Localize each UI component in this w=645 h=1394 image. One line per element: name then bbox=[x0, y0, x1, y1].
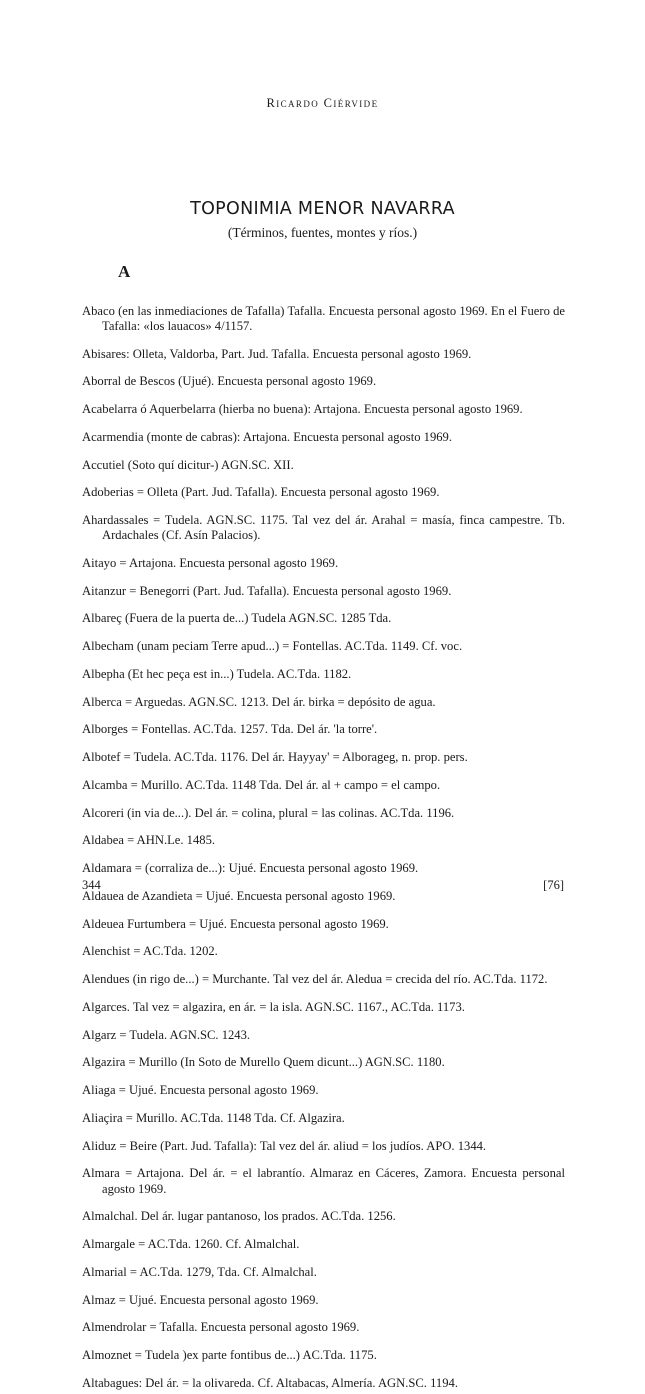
glossary-entry: Almalchal. Del ár. lugar pantanoso, los prados. AC.Tda. 1256. bbox=[82, 1209, 396, 1224]
glossary-entry: Aldauea de Azandieta = Ujué. Encuesta personal agosto 1969. bbox=[82, 888, 396, 903]
glossary-entry: Almendrolar = Tafalla. Encuesta personal agosto 1969. bbox=[82, 1320, 360, 1335]
glossary-entry: Alcamba = Murillo. AC.Tda. 1148 Tda. Del ár. al + campo = el campo. bbox=[82, 777, 441, 792]
glossary-entry: Altabagues: Del ár. = la olivareda. Cf. Altabacas, Almería. AGN.SC. 1194. bbox=[82, 1375, 458, 1390]
glossary-entry: Alendues (in rigo de...) = Murchante. Tal vez del ár. Aledua = crecida del río. AC.Tda. 1172. bbox=[82, 972, 548, 987]
glossary-entry: Ahardassales = Tudela. AGN.SC. 1175. Tal vez del ár. Arahal = masía, finca campestre. Tb. Ardachales (Cf. Asín Palacios). bbox=[82, 513, 565, 543]
glossary-entry: Adoberias = Olleta (Part. Jud. Tafalla). Encuesta personal agosto 1969. bbox=[82, 485, 440, 500]
glossary-entry: Abaco (en las inmediaciones de Tafalla) Tafalla. Encuesta personal agosto 1969. En el Fuero de Tafalla: «los lauacos» 4/1157. bbox=[82, 303, 565, 333]
glossary-entry: Alenchist = AC.Tda. 1202. bbox=[82, 944, 218, 959]
glossary-entry: Alberca = Arguedas. AGN.SC. 1213. Del ár. birka = depósito de agua. bbox=[82, 694, 436, 709]
glossary-entry: Aliaga = Ujué. Encuesta personal agosto 1969. bbox=[82, 1083, 319, 1098]
section-letter: A bbox=[118, 262, 131, 281]
glossary-entry: Albecham (unam peciam Terre apud...) = Fontellas. AC.Tda. 1149. Cf. voc. bbox=[82, 639, 463, 654]
glossary-entry: Alcoreri (in via de...). Del ár. = colina, plural = las colinas. AC.Tda. 1196. bbox=[82, 805, 455, 820]
glossary-entry: Accutiel (Soto quí dicitur-) AGN.SC. XII. bbox=[82, 457, 294, 472]
glossary-entry: Aitayo = Artajona. Encuesta personal agosto 1969. bbox=[82, 555, 339, 570]
glossary-entry: Albepha (Et hec peça est in...) Tudela. AC.Tda. 1182. bbox=[82, 666, 352, 681]
glossary-entry: Aldabea = AHN.Le. 1485. bbox=[82, 833, 216, 848]
glossary-entry: Almoznet = Tudela )ex parte fontibus de...) AC.Tda. 1175. bbox=[82, 1348, 377, 1363]
article-subtitle: (Términos, fuentes, montes y ríos.) bbox=[227, 225, 418, 240]
glossary-entry: Aitanzur = Benegorri (Part. Jud. Tafalla). Encuesta personal agosto 1969. bbox=[82, 583, 452, 598]
glossary-entry: Almarial = AC.Tda. 1279, Tda. Cf. Almalchal. bbox=[82, 1264, 317, 1279]
glossary-entry: Albotef = Tudela. AC.Tda. 1176. Del ár. Hayyay' = Alborageg, n. prop. pers. bbox=[82, 750, 468, 765]
article-title: TOPONIMIA MENOR NAVARRA bbox=[190, 199, 455, 219]
glossary-entry: Acabelarra ó Aquerbelarra (hierba no buena): Artajona. Encuesta personal agosto 1969. bbox=[82, 402, 523, 416]
glossary-entry: Abisares: Olleta, Valdorba, Part. Jud. Tafalla. Encuesta personal agosto 1969. bbox=[82, 346, 472, 361]
glossary-entry: Algazira = Murillo (In Soto de Murello Quem dicunt...) AGN.SC. 1180. bbox=[82, 1055, 445, 1070]
glossary-entry: Acarmendia (monte de cabras): Artajona. Encuesta personal agosto 1969. bbox=[82, 429, 452, 444]
glossary-entry: Aliaçira = Murillo. AC.Tda. 1148 Tda. Cf. Algazira. bbox=[82, 1110, 345, 1125]
glossary-entry: Aldeuea Furtumbera = Ujué. Encuesta personal agosto 1969. bbox=[82, 916, 389, 931]
glossary-entry: Almaz = Ujué. Encuesta personal agosto 1969. bbox=[82, 1292, 319, 1307]
page-reference: [76] bbox=[543, 878, 564, 892]
glossary-entry: Albareç (Fuera de la puerta de...) Tudela AGN.SC. 1285 Tda. bbox=[82, 611, 392, 626]
glossary-entry: Almargale = AC.Tda. 1260. Cf. Almalchal. bbox=[82, 1237, 300, 1252]
glossary-entry: Aliduz = Beire (Part. Jud. Tafalla): Tal vez del ár. aliud = los judíos. APO. 1344. bbox=[82, 1138, 487, 1153]
glossary-entry: Aborral de Bescos (Ujué). Encuesta personal agosto 1969. bbox=[82, 374, 377, 389]
glossary-entry: Algarz = Tudela. AGN.SC. 1243. bbox=[82, 1027, 251, 1042]
running-head: Ricardo Ciérvide bbox=[266, 96, 379, 110]
page-number: 344 bbox=[82, 878, 101, 892]
glossary-entry: Algarces. Tal vez = algazira, en ár. = la isla. AGN.SC. 1167., AC.Tda. 1173. bbox=[82, 999, 465, 1014]
glossary-entry: Alborges = Fontellas. AC.Tda. 1257. Tda. Del ár. 'la torre'. bbox=[82, 722, 378, 737]
glossary-entry: Almara = Artajona. Del ár. = el labrantío. Almaraz en Cáceres, Zamora. Encuesta personal agosto 1969. bbox=[82, 1166, 565, 1196]
entry-list bbox=[82, 291, 565, 1394]
glossary-entry: Aldamara = (corraliza de...): Ujué. Encuesta personal agosto 1969. bbox=[82, 861, 419, 876]
